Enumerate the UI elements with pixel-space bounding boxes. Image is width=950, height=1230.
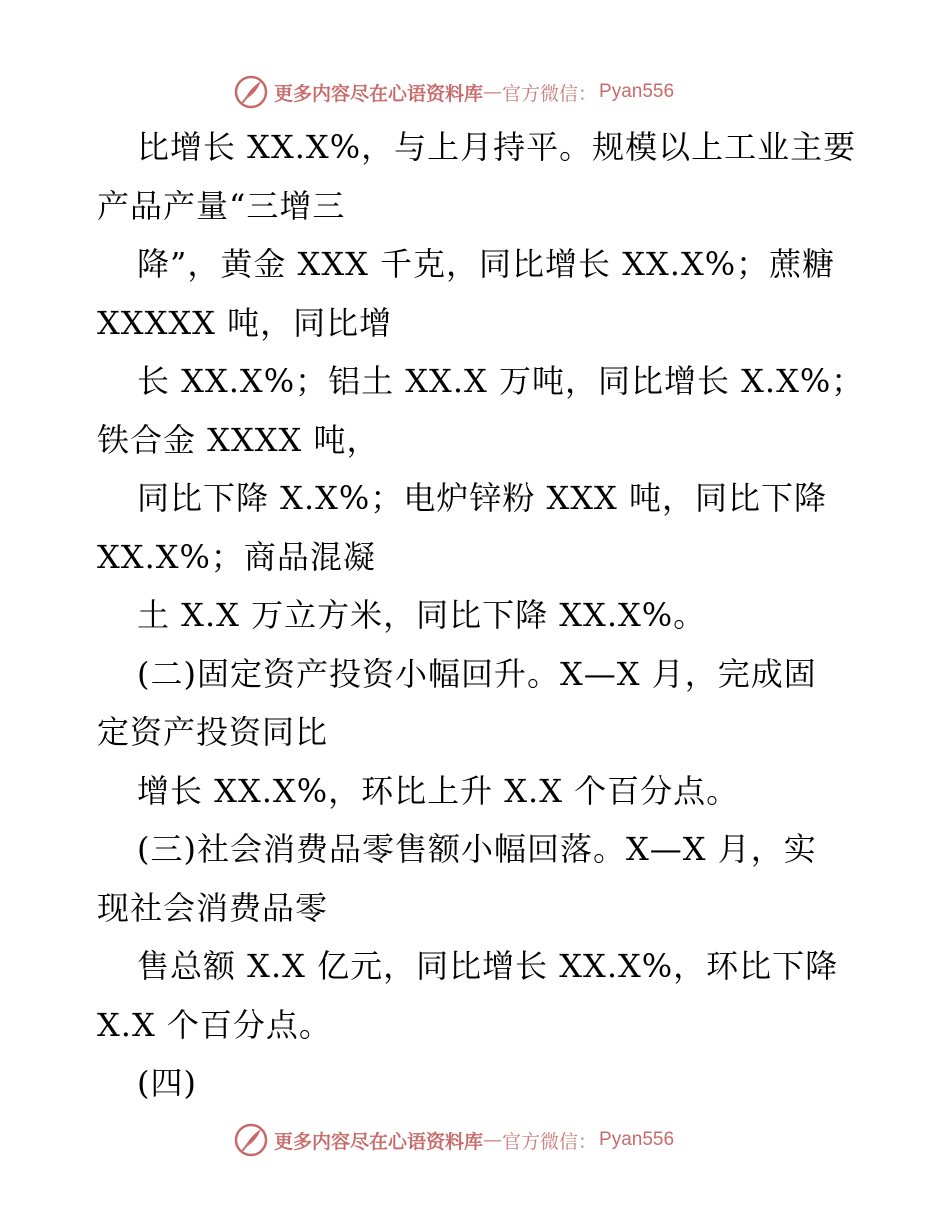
watermark-text: 更多内容尽在心语资料库 [274,82,484,105]
watermark-wechat-label: 官方微信： [502,82,598,105]
text-line: 铁合金 XXXX 吨， [97,420,380,459]
text-line: 同比下降 X.X%；电炉锌粉 XXX 吨，同比下降 [137,479,828,517]
feather-pen-logo-icon [234,1123,268,1157]
feather-pen-logo-icon [234,75,268,109]
section-heading-line: (三)社会消费品零售额小幅回落。X—X 月，实 [137,830,817,868]
text-line: XXXXX 吨，同比增 [97,303,393,342]
watermark-wechat-label: 官方微信： [502,1130,598,1153]
header-watermark [234,72,674,112]
watermark-text: 更多内容尽在心语资料库 [274,1130,484,1153]
text-line: 售总额 X.X 亿元，同比增长 XX.X%，环比下降 [137,947,839,985]
text-line: 现社会消费品零 [97,888,329,927]
watermark-wechat-id: Pyan556 [599,1129,675,1150]
section-heading-line: (二)固定资产投资小幅回升。X—X 月，完成固 [137,654,817,693]
watermark-separator: — [483,1129,503,1151]
watermark-separator: — [483,81,503,103]
watermark-wechat-id: Pyan556 [599,81,675,102]
section-heading-line: (四) [137,1064,197,1102]
text-line: XX.X%；商品混凝 [97,537,376,576]
document-body [97,118,867,1113]
text-line: 长 XX.X%；铝土 XX.X 万吨，同比增长 X.X%； [137,362,865,400]
footer-watermark [234,1120,674,1160]
text-line: 产品产量“三增三 [97,186,346,225]
text-line: X.X 个百分点。 [97,1005,332,1044]
text-line: 土 X.X 万立方米，同比下降 XX.X%。 [137,596,707,634]
text-line: 增长 XX.X%，环比上升 X.X 个百分点。 [137,771,740,810]
text-line: 比增长 XX.X%，与上月持平。规模以上工业主要 [137,128,857,166]
text-line: 降”，黄金 XXX 千克，同比增长 XX.X%；蔗糖 [137,245,836,283]
text-line: 定资产投资同比 [97,713,329,751]
